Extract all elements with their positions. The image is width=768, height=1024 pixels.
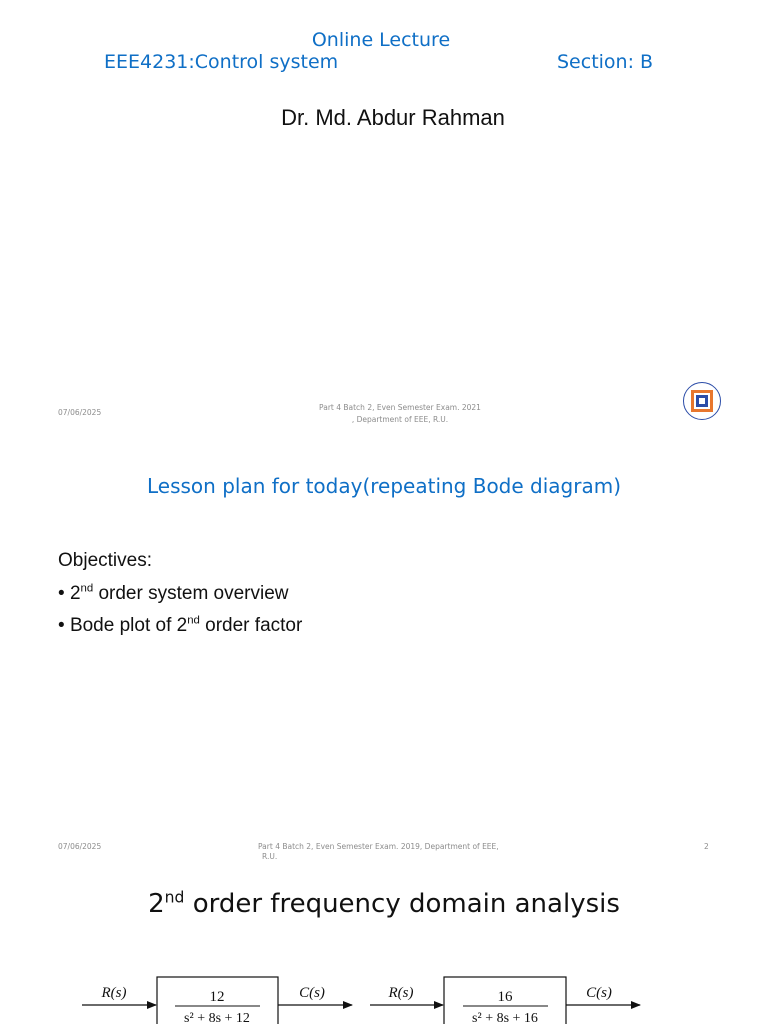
footer-center bbox=[290, 402, 510, 426]
author-name: Dr. Md. Abdur Rahman bbox=[281, 105, 505, 130]
bullet-icon: • bbox=[58, 583, 65, 604]
footer-center bbox=[258, 842, 518, 862]
title-sup: nd bbox=[164, 888, 185, 907]
page-number: 2 bbox=[704, 842, 709, 851]
list-item bbox=[58, 615, 302, 637]
bullet2-sup: nd bbox=[187, 614, 200, 627]
university-logo-icon bbox=[683, 382, 721, 420]
numerator: 12 bbox=[209, 989, 225, 1005]
output-label: C(s) bbox=[586, 985, 612, 1001]
lesson-plan-slide bbox=[0, 432, 768, 864]
footer-date: 07/06/2025 bbox=[58, 842, 102, 851]
denominator: s² + 8s + 16 bbox=[472, 1011, 538, 1024]
title-pre: 2 bbox=[148, 889, 165, 919]
bullet-icon: • bbox=[58, 615, 65, 636]
bullet2-pre: Bode plot of 2 bbox=[69, 615, 188, 636]
footer-center-line2: R.U. bbox=[262, 852, 278, 861]
lecture-label: Online Lecture bbox=[311, 29, 451, 51]
section-label: Section: B bbox=[557, 51, 654, 73]
title-post: order frequency domain analysis bbox=[184, 889, 620, 919]
course-title: EEE4231:Control system bbox=[104, 51, 339, 73]
footer-date: 07/06/2025 bbox=[58, 408, 102, 417]
bullet1-post: order system overview bbox=[93, 583, 289, 604]
bullet1-pre: 2 bbox=[69, 583, 81, 604]
block-diagram-1 bbox=[82, 977, 352, 1024]
input-label: R(s) bbox=[101, 985, 127, 1001]
block-diagram-2 bbox=[370, 977, 640, 1024]
analysis-slide bbox=[0, 864, 768, 1024]
slide-title: Lesson plan for today(repeating Bode diagram) bbox=[146, 474, 622, 498]
slide-title bbox=[0, 889, 768, 919]
block-diagrams bbox=[0, 964, 768, 1024]
footer-center-line1: Part 4 Batch 2, Even Semester Exam. 2019, Department of EEE, bbox=[258, 842, 499, 851]
footer-center-line2: , Department of EEE, R.U. bbox=[351, 415, 449, 424]
bullet1-sup: nd bbox=[80, 582, 94, 595]
list-item bbox=[58, 583, 289, 605]
objectives-heading: Objectives: bbox=[58, 550, 152, 571]
input-label: R(s) bbox=[388, 985, 414, 1001]
denominator: s² + 8s + 12 bbox=[184, 1011, 250, 1024]
output-label: C(s) bbox=[299, 985, 325, 1001]
bullet2-post: order factor bbox=[199, 615, 303, 636]
footer-center-line1: Part 4 Batch 2, Even Semester Exam. 2021 bbox=[319, 403, 481, 412]
numerator: 16 bbox=[497, 989, 513, 1005]
title-slide bbox=[0, 0, 768, 432]
